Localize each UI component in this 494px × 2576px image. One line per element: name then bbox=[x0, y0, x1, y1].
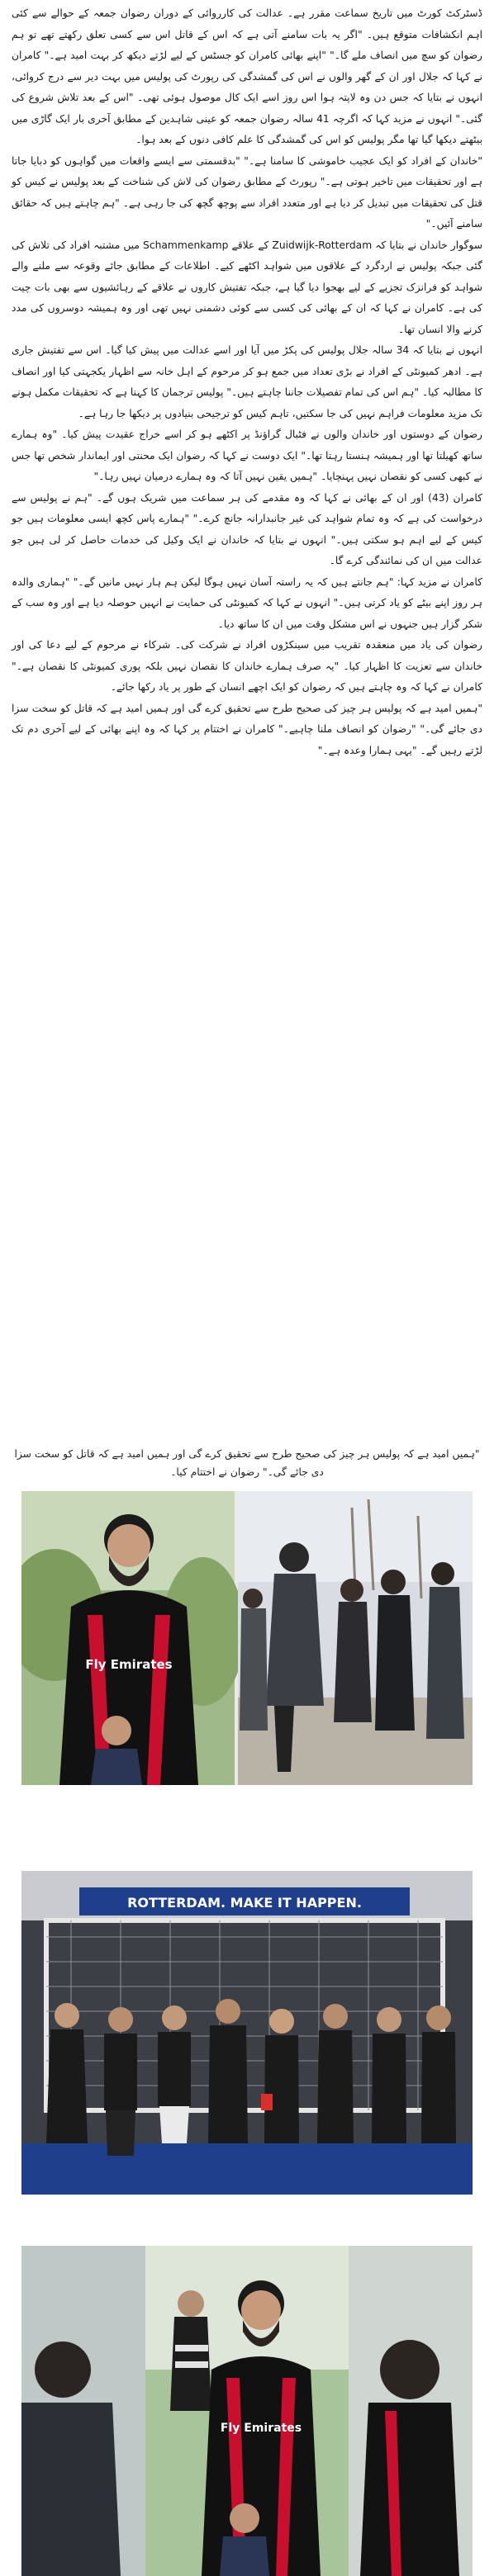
photo-memorial-gathering bbox=[21, 1491, 473, 1785]
article-paragraph: کامران (43) اور ان کے بھائی نے کہا کہ وہ مقدمے کی ہر سماعت میں شریک ہوں گے۔ "ہم نے پولیس سے درخواست کی ہے کہ وہ تمام شواہد کی غیر جانبدارانہ جانچ کرے۔" "ہمارے پاس کچھ ایسی معلومات ہیں جو کیس کے لیے اہم ہو سکتی ہیں۔" انہوں نے بتایا کہ خاندان نے ایک وکیل کی خدمات حاصل کر لی ہیں جو عدالت میں ان کی نمائندگی کرے گا۔ bbox=[12, 491, 482, 566]
shirt-sponsor-text: Fly Emirates bbox=[85, 1657, 173, 1672]
article-paragraph: رضوان کے دوستوں اور خاندان والوں نے فٹبال گراؤنڈ پر اکٹھے ہو کر اسے خراج عقیدت پیش کیا۔ "وہ ہمارے ساتھ کھیلتا تھا اور ہمیشہ ہنستا رہتا تھا۔" ایک دوست نے کہا کہ رضوان ایک محنتی اور ایماندار شخص تھا جس نے کبھی کسی کو نقصان نہیں پہنچایا۔ "ہمیں یقین نہیں آتا کہ وہ ہمارے درمیان نہیں رہا۔" bbox=[12, 429, 482, 482]
article-paragraph: رضوان کی یاد میں منعقدہ تقریب میں سینکڑوں افراد نے شرکت کی۔ شرکاء نے مرحوم کے لیے دعا کی اور خاندان سے تعزیت کا اظہار کیا۔ "یہ صرف ہمارے خاندان کا نقصان نہیں بلکہ پوری کمیونٹی کا نقصان ہے۔" کامران نے کہا کہ وہ چاہتے ہیں کہ رضوان کو ایک اچھے انسان کے طور پر یاد رکھا جائے۔ bbox=[12, 639, 482, 693]
banner-text: ROTTERDAM. MAKE IT HAPPEN. bbox=[127, 1895, 362, 1911]
photo-family-portrait bbox=[21, 2246, 473, 2576]
article-paragraph: کامران نے مزید کہا: "ہم جانتے ہیں کہ یہ راستہ آسان نہیں ہوگا لیکن ہم ہار نہیں مانیں گے۔" "ہماری والدہ ہر روز اپنے بیٹے کو یاد کرتی ہیں۔" انہوں نے کہا کہ کمیونٹی کی حمایت نے انہیں حوصلہ دیا ہے اور وہ سب کے شکر گزار ہیں جنہوں نے اس مشکل وقت میں ان کا ساتھ دیا۔ bbox=[12, 575, 482, 630]
article-paragraph: ڈسٹرکٹ کورٹ میں تاریخ سماعت مقرر ہے۔ عدالت کی کارروائی کے دوران رضوان جمعہ کے حوالے سے کئی اہم انکشافات متوقع ہیں۔ "اگر یہ بات سامنے آتی ہے کہ اس کے قاتل اس سے کسی تعلق رکھتے تھے تو ہم رضوان کو سچ میں انصاف ملے گا۔" "اپنے بھائی کامران کو جسٹس کے لیے لڑتے دیکھ کر بہت امید ہے۔" کامران نے کہا کہ جلال اور ان کے گھر والوں نے اس کی گمشدگی کی رپورٹ کی پولیس میں بہت دیر سے درج کروائی، انہوں نے بتایا کہ جس دن وہ لاپتہ ہوا اس روز اسے ایک کال موصول ہوئی تھی۔ "اس کے بعد تلاش شروع کی گئی۔" انہوں نے مزید کہا کہ اگرچہ 41 سالہ رضوان جمعہ کو عینی شاہدین کے مطابق آخری بار ایک گاڑی میں بیٹھتے دیکھا گیا تھا مگر پولیس کو اس کی گمشدگی کا علم کافی دنوں کے بعد ہوا۔ bbox=[12, 7, 482, 145]
photo-football-team bbox=[21, 1871, 473, 2195]
article-paragraph: "خاندان کے افراد کو ایک عجیب خاموشی کا سامنا ہے۔" "بدقسمتی سے ایسے واقعات میں گواہوں کو دبایا جاتا ہے اور تحقیقات میں تاخیر ہوتی ہے۔" رپورٹ کے مطابق رضوان کی لاش کی شناخت کے بعد پولیس نے کیس کو قتل کی تحقیقات میں تبدیل کر دیا ہے اور متعدد افراد سے پوچھ گچھ کی جا رہی ہے۔ "ہم چاہتے ہیں کہ حقائق سامنے آئیں۔" bbox=[12, 154, 482, 230]
article-paragraph: انہوں نے بتایا کہ 34 سالہ جلال پولیس کی پکڑ میں آیا اور اسے عدالت میں پیش کیا گیا۔ اس سے تفتیش جاری ہے۔ ادھر کمیونٹی کے افراد نے بڑی تعداد میں جمع ہو کر مرحوم کے اہل خانہ سے اظہار یکجہتی کیا اور انصاف کا مطالبہ کیا۔ "ہم اس کی تمام تفصیلات جاننا چاہتے ہیں۔" پولیس ترجمان کا کہنا ہے کہ تحقیقات مکمل ہونے تک مزید معلومات فراہم نہیں کی جا سکتیں، تاہم کیس کو ترجیحی بنیادوں پر دیکھا جا رہا ہے۔ bbox=[12, 344, 483, 419]
article-paragraph: سوگوار خاندان نے بتایا کہ Zuidwijk-Rotterdam کے علاقے Schammenkamp میں مشتبہ افراد کی تلاش کی گئی جبکہ پولیس نے اردگرد کے علاقوں میں شواہد اکٹھے کیے۔ اطلاعات کے مطابق جائے وقوعہ سے ملنے والے شواہد کو فرانزک تجزیے کے لیے بھجوا دیا گیا ہے، جبکہ تفتیش کاروں نے علاقے کے رہائشیوں سے بھی بات چیت کی ہے۔ کامران نے کہا کہ ان کے بھائی کی کسی سے کوئی دشمنی نہیں تھی اور وہ ہمیشہ دوسروں کی مدد کرنے والا انسان تھا۔ bbox=[12, 239, 483, 335]
article-paragraph: "ہمیں امید ہے کہ پولیس ہر چیز کی صحیح طرح سے تحقیق کرے گی اور ہمیں امید ہے کہ قاتل کو سخت سزا دی جائے گی۔" "رضوان کو انصاف ملنا چاہیے۔" کامران نے اختتام پر کہا کہ وہ اپنے بھائی کے لیے آخری دم تک لڑتے رہیں گے۔ "یہی ہمارا وعدہ ہے۔" bbox=[12, 702, 482, 756]
article-closing-line: "ہمیں امید ہے کہ پولیس ہر چیز کی صحیح طرح سے تحقیق کرے گی اور ہمیں امید ہے کہ قاتل کو سخت سزا دی جائے گی۔" رضوان نے اختتام کیا۔ bbox=[14, 1448, 480, 1478]
shirt-sponsor-text: Fly Emirates bbox=[220, 2422, 302, 2435]
article-body bbox=[12, 3, 482, 761]
